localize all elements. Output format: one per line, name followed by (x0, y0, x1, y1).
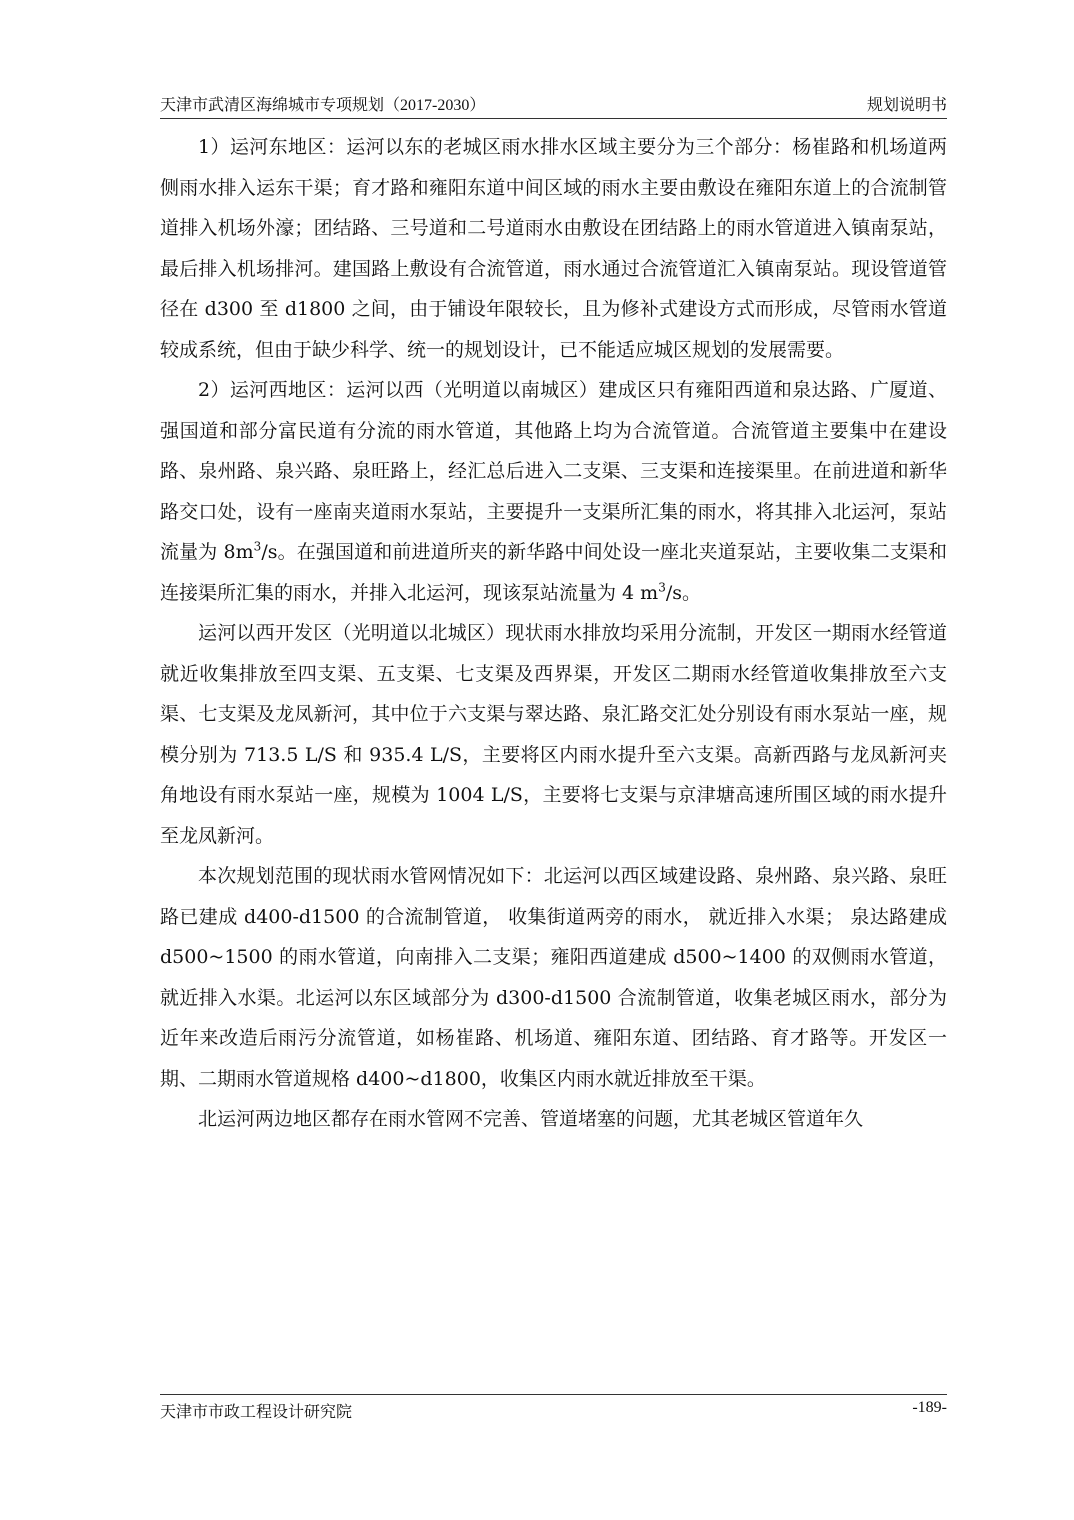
superscript-3: 3 (658, 580, 666, 595)
page-header (160, 90, 947, 119)
west-area-text-3: /s。 (665, 581, 701, 604)
document-type: 规划说明书 (866, 97, 947, 114)
document-title: 天津市武清区海绵城市专项规划（2017-2030） (160, 97, 486, 114)
paragraph-west-area (160, 370, 947, 613)
footer-organization: 天津市市政工程设计研究院 (160, 1404, 353, 1421)
paragraph-development-zone: 运河以西开发区（光明道以北城区）现状雨水排放均采用分流制，开发区一期雨水经管道就近收集排放至四支渠、五支渠、七支渠及西界渠，开发区二期雨水经管道收集排放至六支渠、七支渠及龙凤新河，其中位于六支渠与翠达路、泉汇路交汇处分别设有雨水泵站一座，规模分别为 713.5 L/S 和 935.4 L/S，主要将区内雨水提升至六支渠。高新西路与龙凤新河夹角地设有雨水泵站一座，规模为 1004 L/S，主要将七支渠与京津塘高速所围区域的雨水提升至龙凤新河。 (160, 622, 947, 847)
paragraph-current-network: 本次规划范围的现状雨水管网情况如下：北运河以西区域建设路、泉州路、泉兴路、泉旺路已建成 d400-d1500 的合流制管道， 收集街道两旁的雨水， 就近排入水渠； 泉达路建成 d500~1500 的雨水管道，向南排入二支渠；雍阳西道建成 d500~1400 的双侧雨水管道，就近排入水渠。北运河以东区域部分为 d300-d1500 合流制管道，收集老城区雨水，部分为近年来改造后雨污分流管道，如杨崔路、机场道、雍阳东道、团结路、育才路等。开发区一期、二期雨水管道规格 d400~d1800，收集区内雨水就近排放至干渠。 (160, 865, 947, 1090)
paragraph-east-area: 1）运河东地区：运河以东的老城区雨水排水区域主要分为三个部分：杨崔路和机场道两侧雨水排入运东干渠；育才路和雍阳东道中间区域的雨水主要由敷设在雍阳东道上的合流制管道排入机场外濠；团结路、三号道和二号道雨水由敷设在团结路上的雨水管道进入镇南泵站，最后排入机场排河。建国路上敷设有合流管道，雨水通过合流管道汇入镇南泵站。现设管道管径在 d300 至 d1800 之间，由于铺设年限较长，且为修补式建设方式而形成，尽管雨水管道较成系统，但由于缺少科学、统一的规划设计，已不能适应城区规划的发展需要。 (160, 136, 947, 361)
body-text (160, 127, 947, 1140)
west-area-text-2: /s。在强国道和前进道所夹的新华路中间处设一座北夹道泵站，主要收集二支渠和连接渠所汇集的雨水，并排入北运河，现该泵站流量为 4 m (160, 541, 947, 604)
superscript-3: 3 (253, 539, 262, 554)
west-area-text-1: 2）运河西地区：运河以西（光明道以南城区）建成区只有雍阳西道和泉达路、广厦道、强国道和部分富民道有分流的雨水管道，其他路上均为合流管道。合流管道主要集中在建设路、泉州路、泉兴路、泉旺路上，经汇总后进入二支渠、三支渠和连接渠里。在前进道和新华路交口处，设有一座南夹道雨水泵站，主要提升一支渠所汇集的雨水，将其排入北运河，泵站流量为 8m (160, 379, 947, 563)
page-footer (160, 1394, 947, 1421)
page-number: -189- (912, 1399, 947, 1416)
paragraph-problems: 北运河两边地区都存在雨水管网不完善、管道堵塞的问题，尤其老城区管道年久 (198, 1108, 864, 1130)
